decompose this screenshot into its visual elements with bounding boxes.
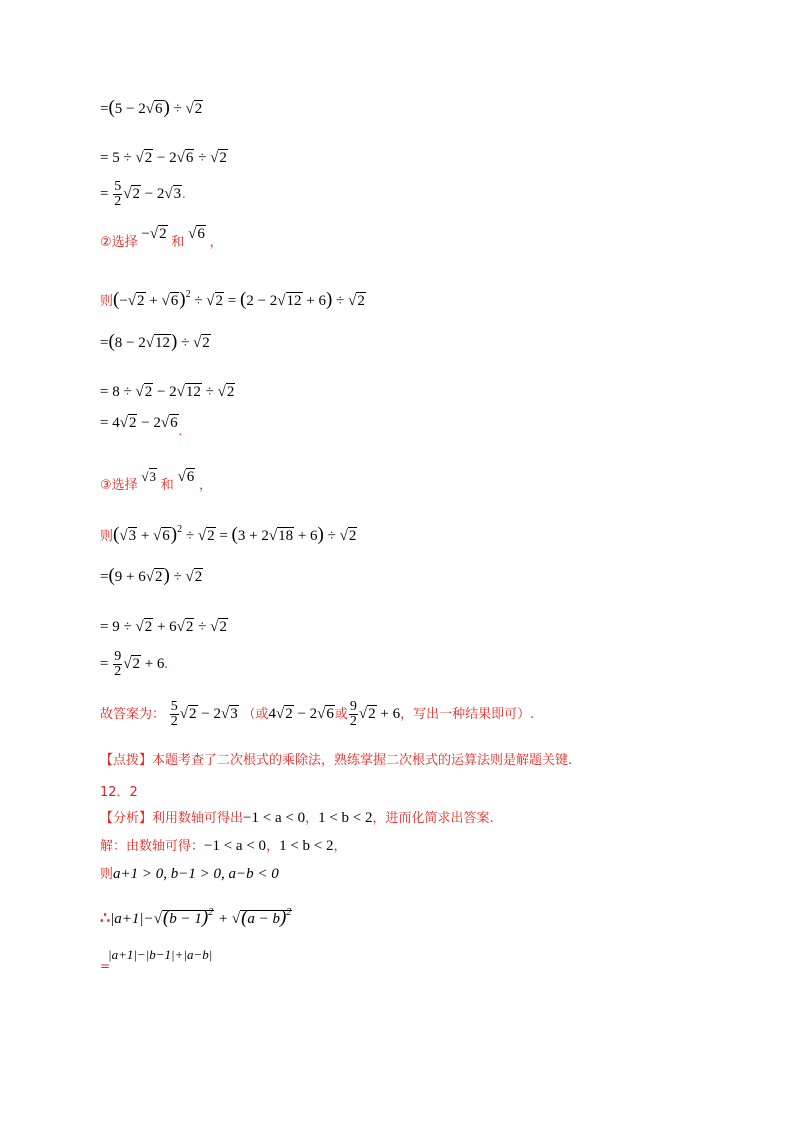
math-expression: = 9 ÷ √2 + 6√2 ÷ √2 [100, 619, 227, 635]
solution-then-expr: a+1 > 0, b−1 > 0, a−b < 0 [113, 866, 279, 882]
math-expression: $(-√2 + √6)^2 \div √2 = (2 - 2√12 + 6) \div √2$ [113, 289, 365, 310]
step-3 [100, 180, 186, 209]
option-2-end: ， [209, 235, 223, 250]
step-11 [100, 650, 168, 679]
step-1 [100, 98, 203, 119]
answer-open: （或 [242, 706, 269, 722]
answer-tail: ，写出一种结果即可）. [400, 706, 535, 722]
solution-end: ， [333, 839, 347, 854]
final-answer [100, 700, 534, 729]
option-2-heading [100, 226, 223, 253]
math-expression: = $\frac{9}{2}$ √2 + 6 [100, 649, 165, 679]
math-expression: = $\frac{5}{2}$ √2 − 2√3 [100, 179, 182, 209]
option-2-b: √6 [188, 226, 205, 242]
option-3-b: √6 [177, 469, 195, 485]
step-9 [100, 566, 203, 587]
analysis-pre: 利用数轴可得出 [152, 811, 244, 826]
option-2-a: −√2 [141, 226, 167, 242]
period: . [164, 656, 168, 672]
math-expression: =(5 − 2√6) ÷ √2 [100, 97, 203, 118]
step-6 [100, 382, 235, 402]
option-3-end: ， [199, 478, 213, 493]
solution-expr-2: |a+1|−|b−1|+|a−b| [108, 947, 213, 962]
equals-sign: = [100, 959, 111, 973]
option-3-a: √3 [141, 469, 157, 484]
step-8 [100, 520, 357, 547]
then-label: 则 [100, 529, 114, 544]
answer-expr-3: $\frac{9}{2}$ √2 + 6 [349, 699, 401, 729]
answer-or: 或 [334, 706, 348, 722]
analysis-tag: 【分析】 [100, 811, 153, 826]
step-2 [100, 148, 228, 168]
math-expression: = 5 ÷ √2 − 2√6 ÷ √2 [100, 150, 227, 166]
therefore-symbol: ∴ [100, 910, 111, 927]
solution-expr-1: $|a+1|-√(b - 1)^2 + √(a - b)^2$ [110, 907, 292, 928]
math-expression: = 8 ÷ √2 − 2√12 ÷ √2 [100, 384, 235, 400]
period: . [182, 186, 186, 202]
analysis-sep: ， [305, 811, 319, 826]
answer-label: 故答案为： [100, 706, 166, 722]
comment-text: 本题考查了二次根式的乘除法，熟练掌握二次根式的运算法则是解题关键. [152, 753, 573, 768]
option-2-label: ②选择 [100, 235, 138, 250]
solution-line-3 [100, 903, 292, 929]
step-4 [100, 285, 366, 312]
option-2-and: 和 [171, 235, 185, 250]
solution-line-2 [100, 864, 279, 885]
solution-label: 解：由数轴可得： [100, 839, 205, 854]
then-label: 则 [100, 294, 114, 309]
solution-line-1 [100, 836, 347, 857]
step-10 [100, 617, 228, 637]
option-3-label: ③选择 [100, 478, 138, 493]
solution-line-4 [108, 945, 212, 965]
then-label: 则 [100, 867, 114, 882]
answer-expr-1: $\frac{5}{2}$ √2 − 2√3 [170, 699, 238, 729]
answer-expr-2: 4√2 − 2√6 [268, 705, 334, 722]
period: . [178, 424, 183, 439]
analysis-post: ，进而化简求出答案. [372, 811, 494, 826]
analysis [100, 808, 494, 829]
analysis-cond-2: 1 < b < 2 [318, 810, 373, 826]
solution-sep: ， [266, 839, 280, 854]
question-number-text: 12．2 [100, 785, 138, 800]
comment [100, 750, 572, 771]
solution-cond-2: 1 < b < 2 [279, 838, 334, 854]
math-expression: = 4√2 − 2√6 [100, 415, 178, 431]
option-3-and: 和 [160, 478, 174, 493]
comment-tag: 【点拨】 [100, 753, 153, 768]
step-5 [100, 332, 211, 353]
math-expression: =(9 + 6√2) ÷ √2 [100, 565, 203, 586]
math-expression: $(√3 + √6)^2 \div √2 = (3 + 2√18 + 6) \div √2$ [113, 524, 357, 545]
question-number [100, 782, 138, 803]
solution-cond-1: −1 < a < 0 [204, 838, 267, 854]
analysis-cond-1: −1 < a < 0 [243, 810, 306, 826]
math-expression: =(8 − 2√12) ÷ √2 [100, 331, 210, 352]
step-7 [100, 413, 183, 439]
option-3-heading [100, 469, 213, 496]
